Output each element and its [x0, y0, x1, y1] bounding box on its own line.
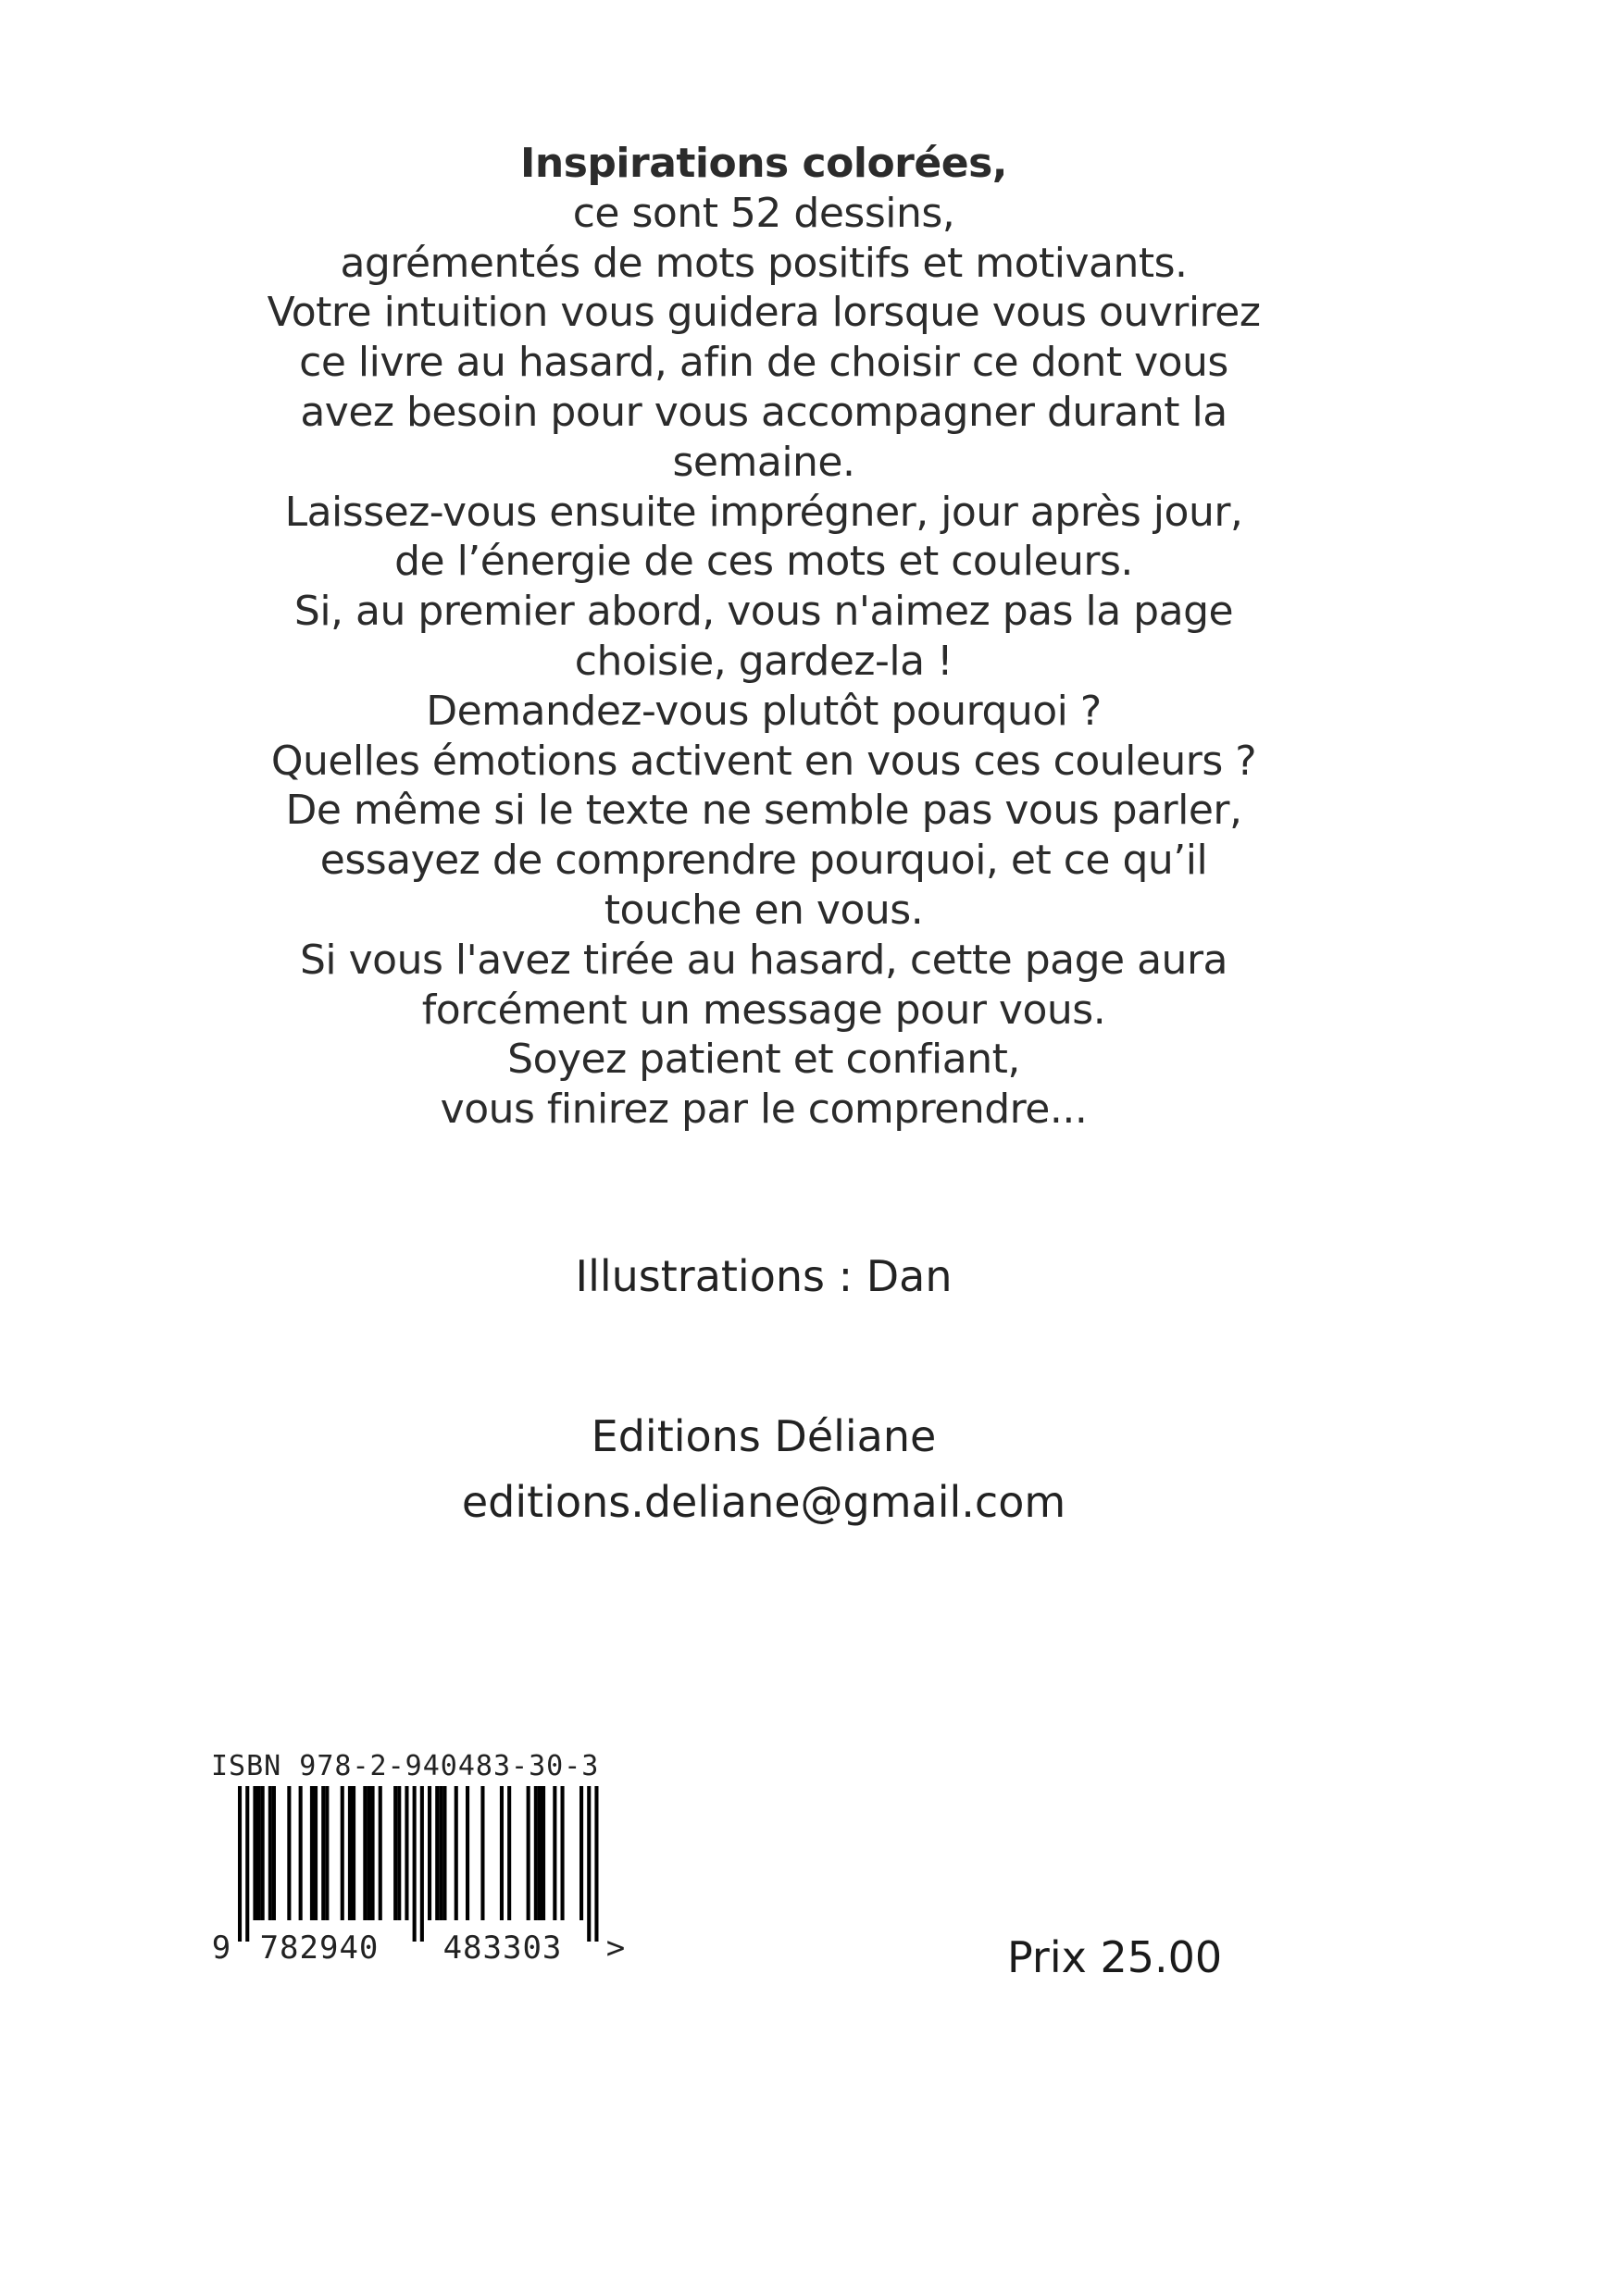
barcode-guard-bar	[245, 1786, 249, 1942]
publisher-name: Editions Déliane	[591, 1411, 937, 1461]
blurb-line: essayez de comprendre pourquoi, et ce qu’il	[319, 837, 1208, 885]
back-cover-blurb	[162, 139, 1365, 1135]
barcode-bar	[348, 1786, 352, 1920]
barcode-bar	[405, 1786, 408, 1920]
barcode-bar	[257, 1786, 261, 1920]
barcode-bar	[371, 1786, 375, 1920]
blurb-line: semaine.	[672, 438, 855, 486]
barcode-bars	[238, 1786, 599, 1942]
barcode-bar	[397, 1786, 401, 1920]
barcode-bar	[261, 1786, 265, 1920]
barcode-bar	[579, 1786, 583, 1920]
barcode-bar	[272, 1786, 276, 1920]
blurb-line: Soyez patient et confiant,	[507, 1036, 1020, 1084]
blurb-line: Si, au premier abord, vous n'aimez pas la page	[293, 588, 1234, 636]
blurb-line: agrémentés de mots positifs et motivants.	[340, 239, 1188, 287]
barcode-bar	[500, 1786, 504, 1920]
barcode-bar	[561, 1786, 565, 1920]
barcode-bar	[507, 1786, 511, 1920]
blurb-line: vous finirez par le comprendre...	[440, 1086, 1088, 1134]
barcode-guard-bar	[238, 1786, 242, 1942]
blurb-line: Laissez-vous ensuite imprégner, jour après jour,	[284, 488, 1243, 536]
barcode-bar	[527, 1786, 530, 1920]
price-label: Prix 25.00	[1007, 1932, 1223, 1982]
barcode-bar	[367, 1786, 370, 1920]
blurb-line: Si vous l'avez tirée au hasard, cette page aura	[300, 936, 1227, 984]
blurb-line: de l’énergie de ces mots et couleurs.	[394, 538, 1133, 586]
barcode-bar	[442, 1786, 446, 1920]
isbn-label: ISBN 978-2-940483-30-3	[211, 1750, 600, 1782]
barcode-bar	[534, 1786, 538, 1920]
barcode-quiet-marker: >	[605, 1930, 626, 1967]
barcode-bar	[268, 1786, 272, 1920]
barcode-bar	[455, 1786, 458, 1920]
barcode-bar	[253, 1786, 256, 1920]
barcode-bar	[299, 1786, 303, 1920]
blurb-line: Demandez-vous plutôt pourquoi ?	[426, 687, 1102, 735]
barcode-bar	[310, 1786, 314, 1920]
barcode-bar	[314, 1786, 318, 1920]
barcode-bar	[341, 1786, 344, 1920]
barcode-bar	[287, 1786, 291, 1920]
blurb-line: ce livre au hasard, afin de choisir ce dont vous	[299, 339, 1228, 387]
barcode-guard-bar	[413, 1786, 417, 1942]
blurb-line: touche en vous.	[604, 886, 924, 934]
blurb-line: forcément un message pour vous.	[421, 986, 1106, 1034]
barcode-bar	[439, 1786, 442, 1920]
barcode-bar	[435, 1786, 439, 1920]
blurb-line: ce sont 52 dessins,	[572, 189, 955, 237]
illustrations-credit: Illustrations : Dan	[575, 1251, 953, 1301]
barcode-guard-bar	[587, 1786, 591, 1942]
barcode-bar	[321, 1786, 325, 1920]
barcode-bar	[352, 1786, 355, 1920]
blurb-line: avez besoin pour vous accompagner durant la	[300, 388, 1227, 436]
blurb-title: Inspirations colorées,	[520, 140, 1007, 187]
barcode-bar	[428, 1786, 431, 1920]
barcode-bar	[480, 1786, 484, 1920]
barcode-first-digit: 9	[211, 1930, 231, 1967]
barcode-bar	[325, 1786, 329, 1920]
barcode-bar	[542, 1786, 545, 1920]
blurb-line: De même si le texte ne semble pas vous parler,	[285, 787, 1242, 835]
barcode-bar	[538, 1786, 542, 1920]
blurb-line: Votre intuition vous guidera lorsque vous ouvrirez	[267, 289, 1261, 337]
barcode-bar	[379, 1786, 382, 1920]
barcode-bar	[363, 1786, 367, 1920]
isbn-barcode	[208, 1786, 643, 1967]
barcode-bar	[553, 1786, 556, 1920]
barcode-guard-bar	[420, 1786, 424, 1942]
barcode-right-digits: 483303	[442, 1930, 563, 1967]
blurb-line: Quelles émotions activent en vous ces couleurs ?	[270, 737, 1257, 785]
blurb-line: choisie, gardez-la !	[574, 637, 953, 685]
barcode-bar	[466, 1786, 469, 1920]
barcode-bar	[393, 1786, 397, 1920]
publisher-email: editions.deliane@gmail.com	[461, 1477, 1066, 1527]
barcode-guard-bar	[594, 1786, 598, 1942]
barcode-left-digits: 782940	[259, 1930, 380, 1967]
